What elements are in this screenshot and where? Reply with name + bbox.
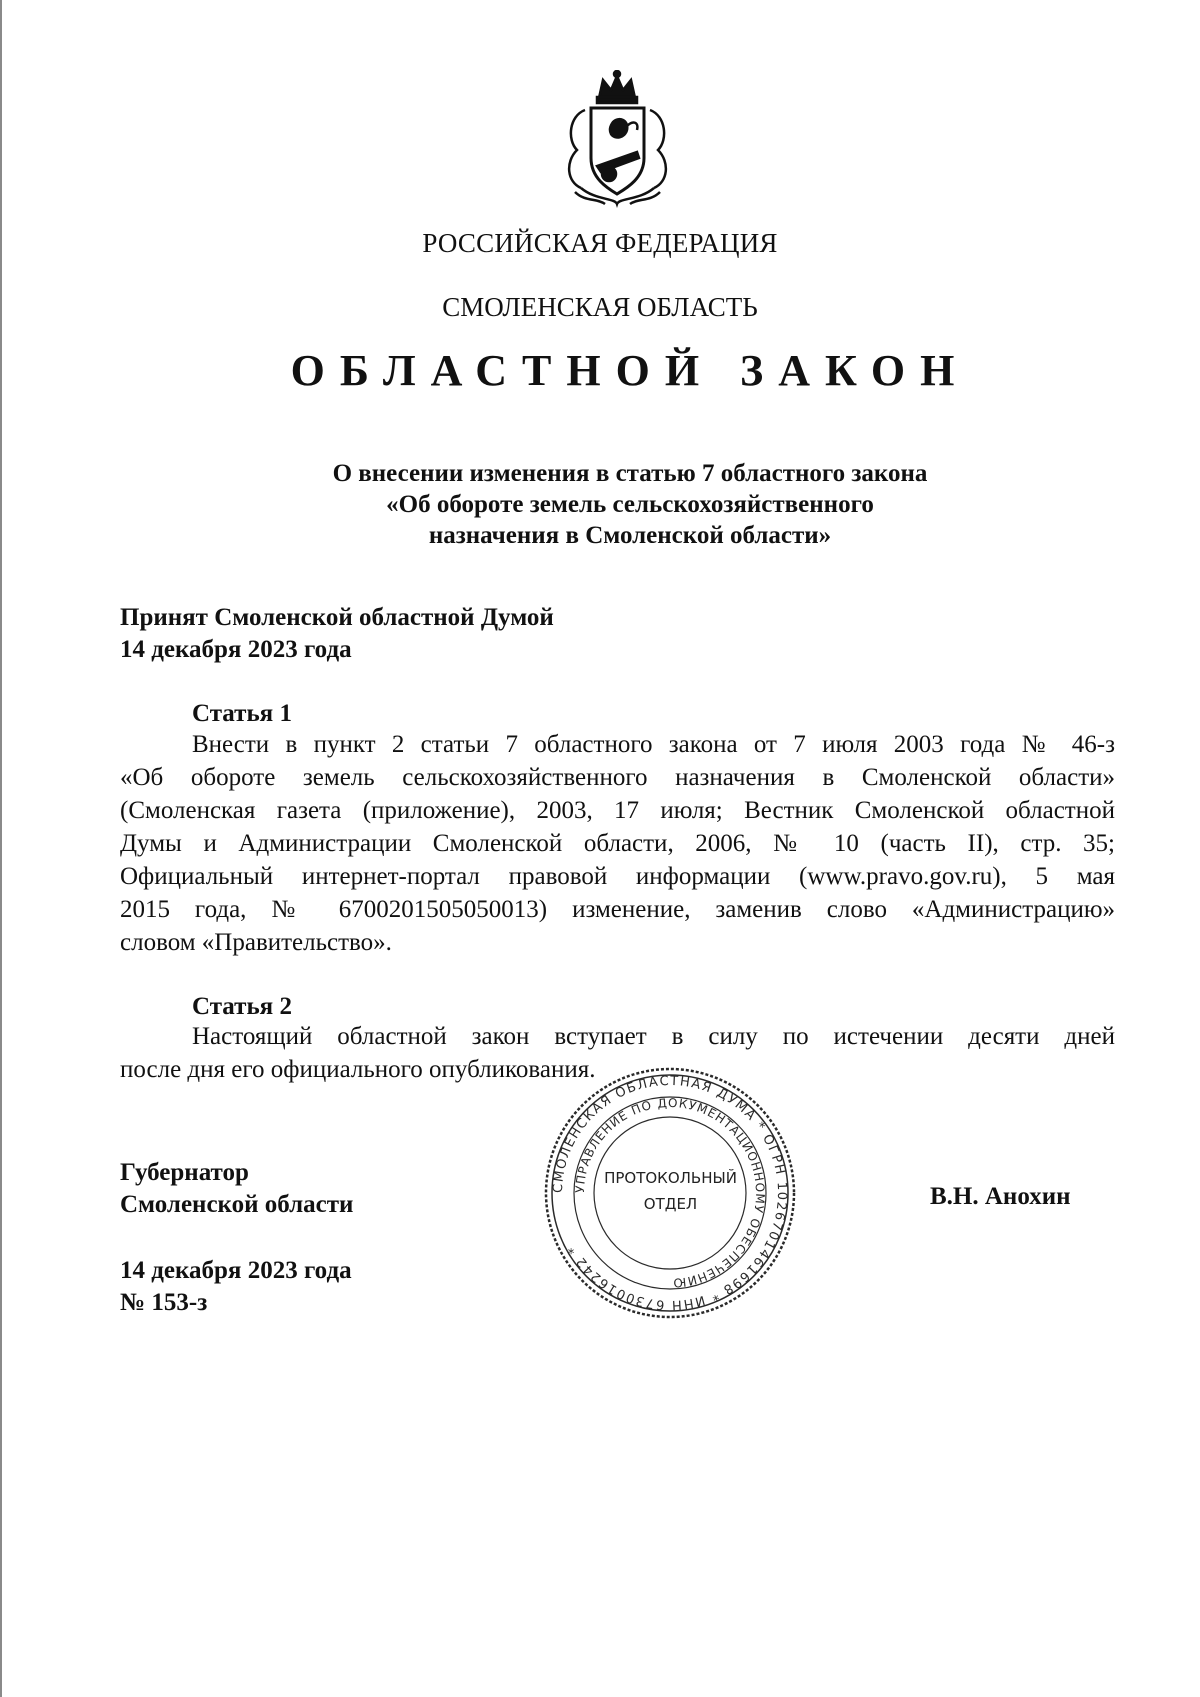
article-1-line: словом «Правительство». [120, 929, 392, 956]
signatory-position: Губернатор [120, 1159, 249, 1186]
article-2-heading: Статья 2 [192, 993, 292, 1020]
article-1-line: Официальный интернет-портал правовой информации (www.pravo.gov.ru), 5 мая [120, 863, 1115, 890]
seal-center-line: ОТДЕЛ [643, 1195, 698, 1213]
adoption-body: Принят Смоленской областной Думой [120, 604, 554, 631]
seal-ring-text: СМОЛЕНСКАЯ ОБЛАСТНАЯ ДУМА * ОГРН 1026701461698 * ИНН 6730016242 * [550, 1073, 790, 1313]
article-1-line: Внести в пункт 2 статьи 7 областного закона от 7 июля 2003 года № 46-з [192, 731, 1115, 758]
region-title: СМОЛЕНСКАЯ ОБЛАСТЬ [442, 292, 758, 322]
signatory-region: Смоленской области [120, 1191, 354, 1218]
article-1-line: 2015 года, № 6700201505050013) изменение, заменив слово «Администрацию» [120, 896, 1115, 923]
seal-inner-text: УПРАВЛЕНИЕ ПО ДОКУМЕНТАЦИОННОМУ ОБЕСПЕЧЕНИЮ [572, 1095, 768, 1291]
article-2-line: Настоящий областной закон вступает в силу по истечении десяти дней [192, 1023, 1115, 1050]
signatory-title [120, 1157, 353, 1221]
seal-center-line: ПРОТОКОЛЬНЫЙ [604, 1169, 737, 1187]
law-subject [0, 458, 1200, 551]
document-date: 14 декабря 2023 года [120, 1257, 352, 1284]
document-date-number [120, 1255, 352, 1319]
coat-of-arms-icon [555, 70, 680, 210]
adoption-date: 14 декабря 2023 года [120, 636, 352, 663]
country-title: РОССИЙСКАЯ ФЕДЕРАЦИЯ [422, 228, 778, 258]
adoption-block [120, 602, 554, 666]
article-1-line: «Об обороте земель сельскохозяйственного назначения в Смоленской области» [120, 764, 1115, 791]
subject-line: назначения в Смоленской области» [428, 522, 832, 549]
article-1-line: (Смоленская газета (приложение), 2003, 17 июля; Вестник Смоленской областной [120, 797, 1115, 824]
document-type-title: ОБЛАСТНОЙ ЗАКОН [290, 346, 970, 395]
article-1-line: Думы и Администрации Смоленской области, 2006, № 10 (часть II), стр. 35; [120, 830, 1115, 857]
article-1-heading: Статья 1 [192, 700, 292, 727]
document-number: № 153-з [120, 1289, 208, 1316]
seal-center-text [598, 1165, 743, 1217]
article-2-line: после дня его официального опубликования. [120, 1056, 596, 1083]
signatory-name: В.Н. Анохин [930, 1183, 1071, 1210]
subject-line: «Об обороте земель сельскохозяйственного [386, 491, 874, 518]
article-1-text [120, 728, 1115, 959]
subject-line: О внесении изменения в статью 7 областного закона [332, 460, 928, 487]
